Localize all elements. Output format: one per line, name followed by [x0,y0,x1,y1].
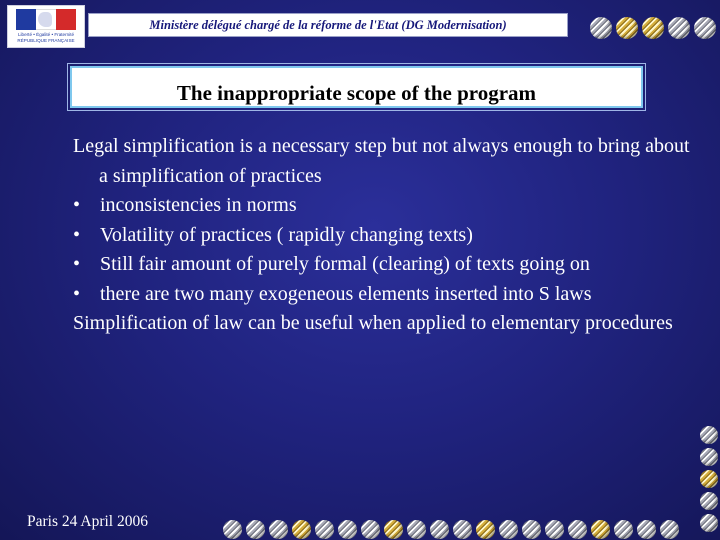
gold-ball-icon [642,17,664,39]
bullet-text: Volatility of practices ( rapidly changing texts) [100,223,473,246]
silver-ball-icon [668,17,690,39]
silver-ball-icon [453,520,472,539]
gold-ball-icon [476,520,495,539]
bullet-item [73,250,703,280]
gold-ball-icon [591,520,610,539]
silver-ball-icon [430,520,449,539]
marianne-icon [38,12,52,27]
bullet-text: Still fair amount of purely formal (clearing) of texts going on [100,253,590,275]
silver-ball-icon [361,520,380,539]
silver-ball-icon [246,520,265,539]
silver-ball-icon [590,17,612,39]
slide-title: The inappropriate scope of the program [176,81,537,105]
gold-ball-icon [700,470,718,488]
silver-ball-icon [568,520,587,539]
intro-paragraph: Legal simplification is a necessary step but not always enough to bring about a simplification of practices [73,135,690,187]
silver-ball-icon [407,520,426,539]
logo-motto: Liberté • Égalité • Fraternité RÉPUBLIQUE FRANÇAISE [17,32,75,43]
bullet-text: inconsistencies in norms [100,194,297,216]
footer-date: Paris 24 April 2006 [27,513,148,530]
bullet-text: there are two many exogeneous elements inserted into S laws [100,282,592,305]
bullet-icon: • [73,253,81,275]
silver-ball-icon [522,520,541,539]
gold-ball-icon [384,520,403,539]
silver-ball-icon [545,520,564,539]
slide-title-box [70,66,643,108]
silver-ball-icon [700,448,718,466]
gold-ball-icon [292,520,311,539]
silver-ball-icon [499,520,518,539]
silver-ball-icon [694,17,716,39]
silver-ball-icon [637,520,656,539]
silver-ball-icon [660,520,679,539]
silver-ball-icon [700,514,718,532]
silver-ball-icon [614,520,633,539]
bullet-icon: • [73,194,81,216]
silver-ball-icon [700,426,718,444]
bullet-item [73,191,703,221]
bullet-item [73,221,703,251]
slide-body [73,132,703,339]
silver-ball-icon [315,520,334,539]
gold-ball-icon [616,17,638,39]
silver-ball-icon [269,520,288,539]
bullet-icon: • [73,282,81,305]
republique-francaise-logo [7,5,85,48]
silver-ball-icon [338,520,357,539]
silver-ball-icon [700,492,718,510]
silver-ball-icon [223,520,242,539]
ministry-banner: Ministère délégué chargé de la réforme de l'Etat (DG Modernisation) [88,13,568,37]
bullet-item [73,280,703,310]
conclusion-paragraph: Simplification of law can be useful when applied to elementary procedures [73,312,673,334]
bullet-icon: • [73,223,81,246]
